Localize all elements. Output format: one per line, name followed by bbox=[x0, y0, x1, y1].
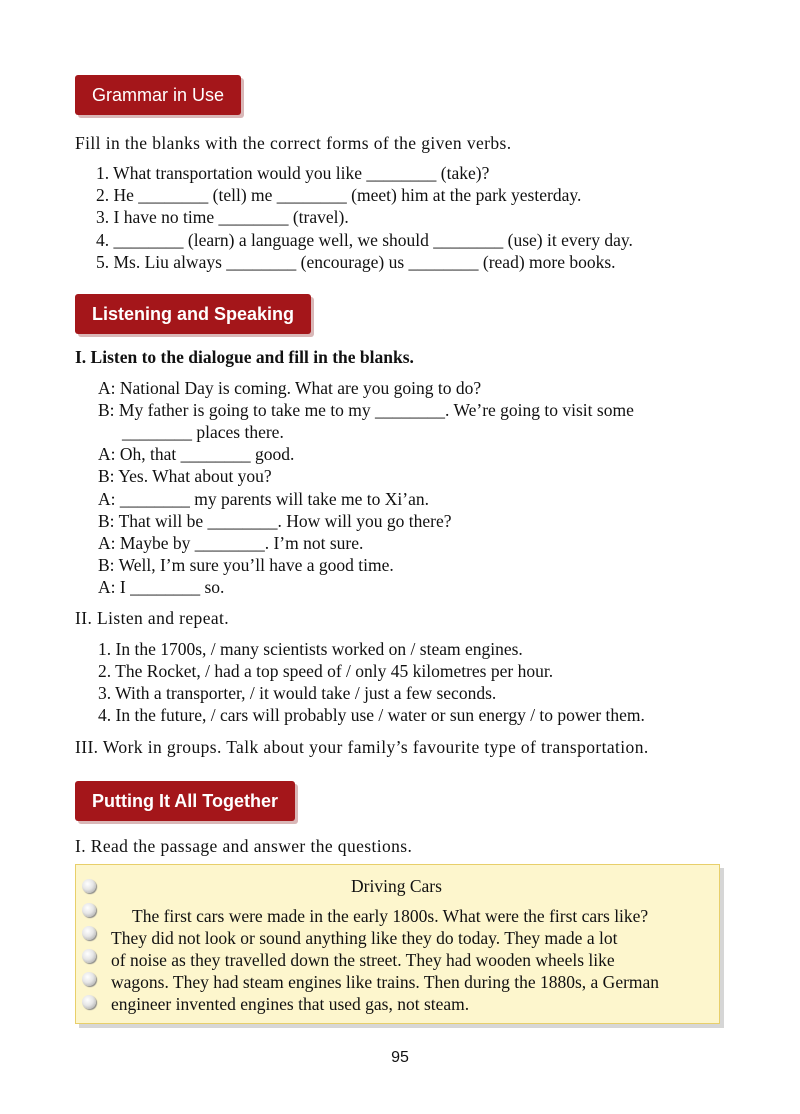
together-part1-title: I. Read the passage and answer the questions. bbox=[75, 836, 413, 856]
dialogue-line: B: My father is going to take me to my ________. We’re going to visit some bbox=[98, 400, 634, 420]
repeat-item: 1. In the 1700s, / many scientists worked on / steam engines. bbox=[98, 639, 523, 659]
grammar-in-use-heading bbox=[75, 75, 241, 115]
grammar-item: 3. I have no time ________ (travel). bbox=[96, 207, 349, 227]
binder-ring-icon bbox=[82, 949, 96, 963]
listening-part2-title: II. Listen and repeat. bbox=[75, 608, 230, 628]
repeat-item: 4. In the future, / cars will probably use / water or sun energy / to power them. bbox=[98, 705, 645, 725]
grammar-instruction: Fill in the blanks with the correct forms of the given verbs. bbox=[75, 133, 512, 153]
passage-line: They did not look or sound anything like they do today. They made a lot bbox=[111, 928, 618, 948]
dialogue-line: A: Maybe by ________. I’m not sure. bbox=[98, 533, 364, 553]
passage-line: of noise as they travelled down the street. They had wooden wheels like bbox=[111, 950, 615, 970]
dialogue-line: B: Yes. What about you? bbox=[98, 466, 272, 486]
passage-line: wagons. They had steam engines like trains. Then during the 1880s, a German bbox=[111, 972, 660, 992]
passage-line: The first cars were made in the early 1800s. What were the first cars like? bbox=[132, 906, 649, 926]
passage-line: engineer invented engines that used gas, not steam. bbox=[111, 994, 470, 1014]
binder-ring-icon bbox=[82, 972, 96, 986]
dialogue-line: A: National Day is coming. What are you going to do? bbox=[98, 378, 482, 398]
binder-ring-icon bbox=[82, 995, 96, 1009]
binder-ring-icon bbox=[82, 903, 96, 917]
grammar-item: 4. ________ (learn) a language well, we should ________ (use) it every day. bbox=[96, 230, 633, 250]
dialogue-line: B: Well, I’m sure you’ll have a good time. bbox=[98, 555, 394, 575]
grammar-item: 1. What transportation would you like ________ (take)? bbox=[96, 163, 490, 183]
grammar-item: 5. Ms. Liu always ________ (encourage) us ________ (read) more books. bbox=[96, 252, 616, 272]
repeat-item: 2. The Rocket, / had a top speed of / only 45 kilometres per hour. bbox=[98, 661, 554, 681]
putting-together-heading bbox=[75, 781, 295, 821]
together-heading-label: Putting It All Together bbox=[92, 790, 278, 811]
dialogue-line: ________ places there. bbox=[122, 422, 284, 442]
listening-speaking-heading bbox=[75, 294, 311, 334]
listening-heading-label: Listening and Speaking bbox=[92, 303, 295, 324]
listening-part3-title: III. Work in groups. Talk about your family’s favourite type of transportation. bbox=[75, 737, 649, 757]
dialogue-line: A: Oh, that ________ good. bbox=[98, 444, 295, 464]
passage-title: Driving Cars bbox=[351, 876, 442, 896]
dialogue-line: B: That will be ________. How will you go there? bbox=[98, 511, 452, 531]
listening-part1-title: I. Listen to the dialogue and fill in the blanks. bbox=[75, 347, 414, 367]
binder-ring-icon bbox=[82, 926, 96, 940]
grammar-heading-label: Grammar in Use bbox=[92, 84, 225, 105]
grammar-item: 2. He ________ (tell) me ________ (meet) him at the park yesterday. bbox=[96, 185, 582, 205]
page-number: 95 bbox=[391, 1049, 409, 1066]
dialogue-line: A: ________ my parents will take me to Xi’an. bbox=[98, 489, 429, 509]
repeat-item: 3. With a transporter, / it would take / just a few seconds. bbox=[98, 683, 497, 703]
dialogue-line: A: I ________ so. bbox=[98, 577, 225, 597]
